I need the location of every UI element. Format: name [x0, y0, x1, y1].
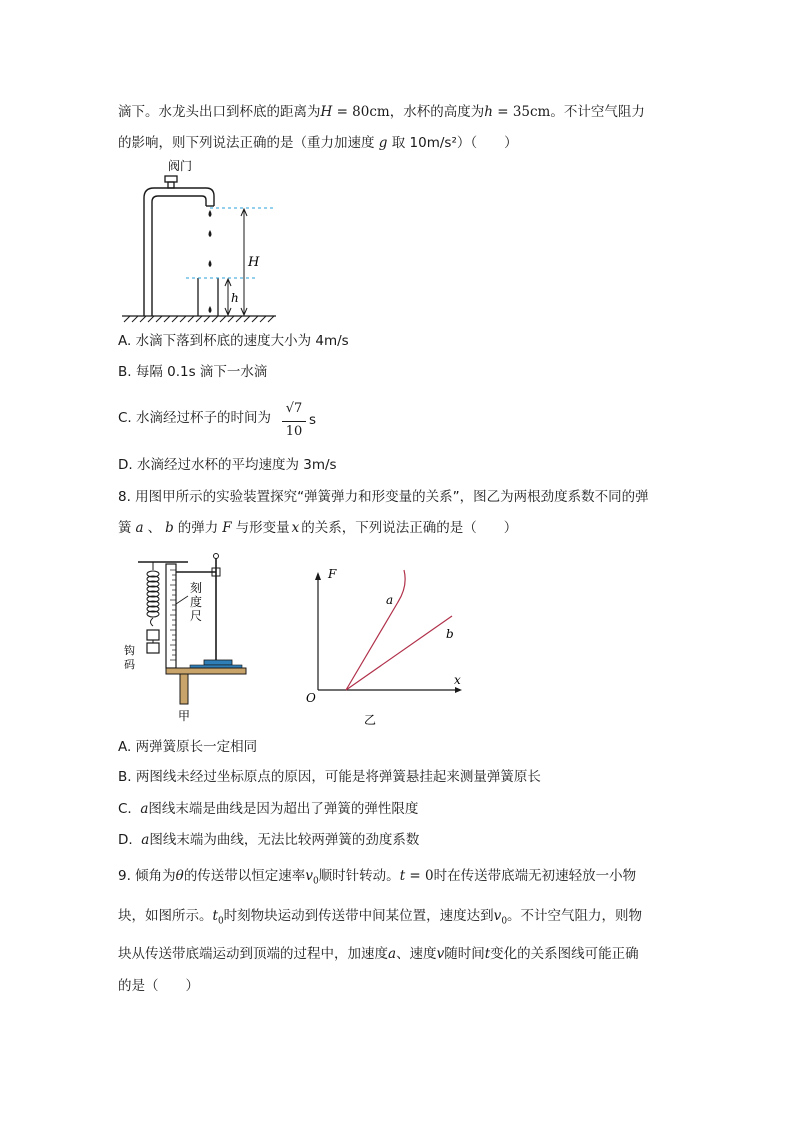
q8-option-d	[118, 830, 419, 850]
value-H: = 80cm	[332, 104, 390, 120]
y-axis-label: F	[328, 567, 337, 581]
q7-line-2	[118, 133, 518, 153]
figure-jia-apparatus	[118, 550, 253, 728]
var-g: g	[378, 135, 388, 151]
text: 块从传送带底端运动到顶端的过程中，加速度	[118, 946, 388, 962]
q7-option-c-fraction	[282, 398, 306, 441]
q9-line-4: 的是（ ）	[118, 978, 199, 994]
text: 图线末端是曲线是因为超出了弹簧的弹性限度	[148, 801, 419, 817]
text: 的弹力	[177, 520, 219, 536]
H-label: H	[248, 255, 260, 270]
figure-yi-chart	[300, 560, 470, 730]
figure-jia-caption: 甲	[178, 709, 191, 723]
figure-yi-caption: 乙	[364, 713, 377, 727]
subscript: 0	[312, 876, 319, 887]
var-a: a	[388, 946, 397, 962]
text: 块，如图所示。	[118, 908, 213, 924]
var-h: h	[484, 104, 493, 120]
q8-option-a: A. 两弹簧原长一定相同	[118, 739, 258, 755]
q8-option-b: B. 两图线未经过坐标原点的原因，可能是将弹簧悬挂起来测量弹簧原长	[118, 769, 541, 785]
var-t: t	[399, 868, 406, 884]
q7-line-1	[118, 102, 645, 122]
q7-option-d: D. 水滴经过水杯的平均速度为 3m/s	[118, 457, 337, 473]
h-label: h	[231, 291, 239, 305]
fraction-denominator: 10	[285, 424, 303, 439]
var-theta: θ	[175, 868, 184, 884]
var-b: b	[165, 520, 174, 536]
text: 的关系，下列说法正确的是（ ）	[301, 520, 518, 536]
ruler-label-1: 刻	[190, 581, 203, 595]
q9-line-1	[118, 866, 636, 892]
var-t: t	[484, 946, 491, 962]
text: 的影响，则下列说法正确的是（重力加速度	[118, 135, 375, 151]
var-v: v	[436, 946, 445, 962]
fraction-bar	[282, 421, 306, 422]
q7-option-a: A. 水滴下落到杯底的速度大小为 4m/s	[118, 333, 349, 349]
q8-line-2	[118, 518, 517, 538]
q7-option-c-unit: s	[309, 412, 317, 428]
q9-line-2	[118, 906, 642, 932]
var-F: F	[222, 520, 232, 536]
line-a-label: a	[386, 593, 394, 607]
var-x: x	[291, 520, 300, 536]
text: ，水杯的高度为	[389, 104, 485, 120]
text: 时刻物块运动到传送带中间某位置，速度达到	[223, 908, 494, 924]
q7-option-b: B. 每隔 0.1s 滴下一水滴	[118, 364, 268, 380]
faucet-figure	[118, 156, 288, 326]
text: 图线末端为曲线，无法比较两弹簧的劲度系数	[149, 832, 420, 848]
option-letter: D.	[118, 832, 142, 848]
text: 。不计空气阻力	[550, 104, 645, 120]
text: 滴下。水龙头出口到杯底的距离为	[118, 104, 321, 120]
text: 顺时针转动。	[318, 868, 400, 884]
subscript: 0	[217, 916, 224, 927]
weight-label-2: 码	[124, 658, 135, 671]
text: 、	[147, 520, 162, 536]
text: 9. 倾角为	[118, 868, 176, 884]
text: = 0	[405, 868, 434, 884]
ruler-label-3: 尺	[190, 609, 203, 623]
var-t0: t	[212, 908, 218, 924]
var-a: a	[140, 801, 149, 817]
line-b-label: b	[446, 627, 454, 641]
q8-line-1: 8. 用图甲所示的实验装置探究“弹簧弹力和形变量的关系”，图乙为两根劲度系数不同的弹	[118, 489, 649, 505]
text: 的传送带以恒定速率	[183, 868, 306, 884]
origin-label: O	[306, 691, 316, 705]
text: 时在传送带底端无初速轻放一小物	[433, 868, 637, 884]
fraction-numerator: √7	[285, 401, 303, 416]
var-H: H	[320, 104, 333, 120]
text: 簧	[118, 520, 132, 536]
text: 变化的关系图线可能正确	[490, 946, 639, 962]
q7-option-c	[118, 408, 271, 428]
valve-label: 阀门	[168, 159, 193, 173]
q9-line-3	[118, 944, 639, 964]
var-v0: v	[305, 868, 313, 884]
subscript: 0	[501, 916, 508, 927]
x-axis-label: x	[454, 673, 461, 687]
q8-option-c	[118, 799, 418, 819]
var-a: a	[141, 832, 150, 848]
text: C. 水滴经过杯子的时间为	[118, 410, 272, 426]
ruler-label-2: 度	[190, 595, 203, 609]
option-letter: C.	[118, 801, 141, 817]
var-v0: v	[493, 908, 502, 924]
text: 取 10m/s²）（ ）	[391, 135, 518, 151]
weight-label-1: 钩	[124, 644, 135, 657]
value-h: = 35cm	[492, 104, 551, 120]
var-a: a	[135, 520, 144, 536]
text: 。不计空气阻力，则物	[507, 908, 643, 924]
text: 、速度	[396, 946, 437, 962]
text: 随时间	[444, 946, 485, 962]
text: 与形变量	[235, 520, 290, 536]
